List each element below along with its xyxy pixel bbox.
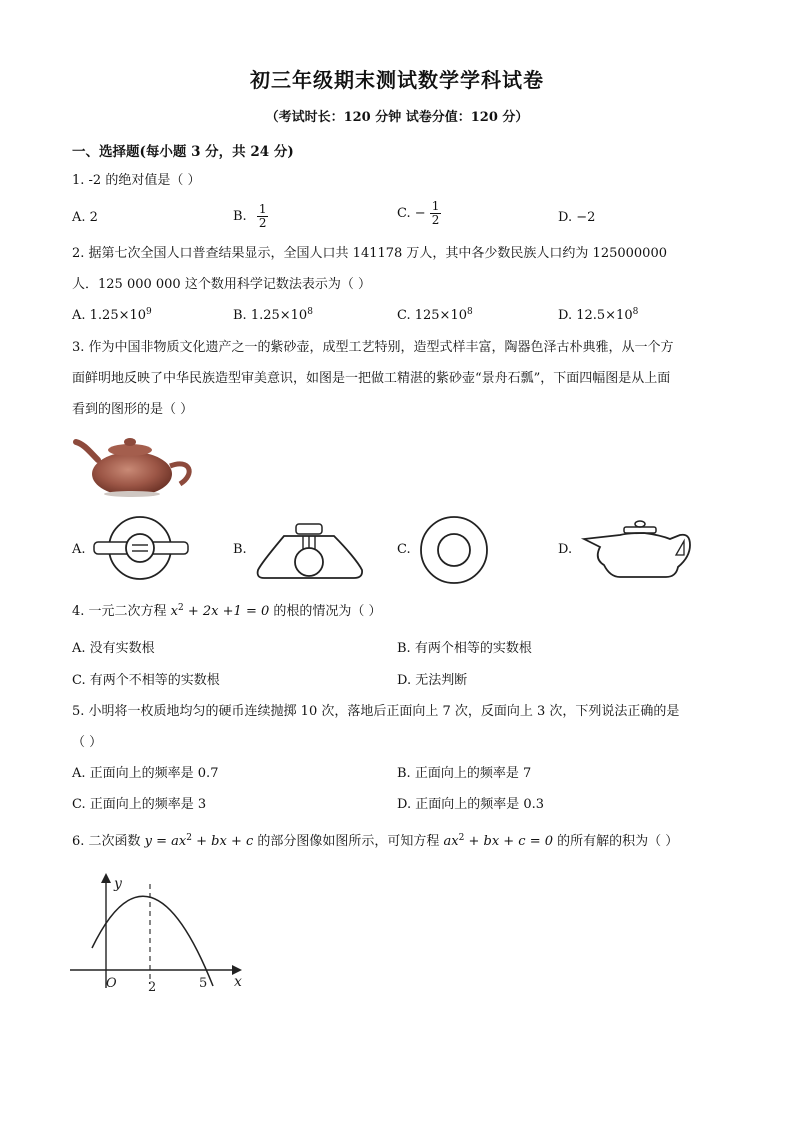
q2-d-base: D. 12.5×10	[558, 308, 633, 323]
q5-option-c: C. 正面向上的频率是 3	[72, 797, 207, 812]
q2-option-c	[397, 308, 473, 324]
q3-option-c: C.	[397, 542, 411, 557]
origin-label: O	[106, 976, 117, 991]
q6-function-rest: + bx + c	[192, 834, 254, 849]
q1-option-c-prefix: C. −	[397, 206, 426, 221]
q1-option-d: D. −2	[558, 210, 596, 225]
q6-function: y = ax	[144, 834, 187, 849]
q3-figure-b	[254, 518, 366, 580]
q4-stem-suffix: 的根的情况为（ ）	[269, 604, 382, 619]
q2-b-exponent: 8	[307, 307, 313, 317]
section-heading: 一、选择题(每小题 3 分，共 24 分)	[72, 144, 294, 160]
parabola-graph	[66, 870, 256, 1000]
q6-equation: ax	[443, 834, 459, 849]
q1-option-b	[233, 203, 268, 230]
q6-equation-rest: + bx + c = 0	[464, 834, 554, 849]
q1-b-denominator: 2	[258, 216, 267, 230]
q5-line-1: 5. 小明将一枚质地均匀的硬币连续抛掷 10 次，落地后正面向上 7 次，反面向上 3 次，下列说法正确的是	[72, 704, 680, 719]
q2-b-base: B. 1.25×10	[233, 308, 308, 323]
q1-stem: 1. -2 的绝对值是（ ）	[72, 173, 201, 188]
q5-option-b: B. 正面向上的频率是 7	[397, 766, 532, 781]
q3-line-2: 面鲜明地反映了中华民族造型审美意识，如图是一把做工精湛的紫砂壶“景舟石瓢”，下面四幅图是从上面	[72, 371, 671, 386]
q4-eq-exponent: 2	[178, 603, 184, 613]
q3-option-d: D.	[558, 542, 573, 557]
q6-prefix: 6. 二次函数	[72, 834, 145, 849]
q5-line-2: （ ）	[72, 735, 103, 750]
q3-figure-a	[92, 515, 192, 581]
q6-middle: 的部分图像如图所示，可知方程	[253, 834, 444, 849]
q4-option-d: D. 无法判断	[397, 673, 468, 688]
x-axis-label: x	[234, 974, 242, 990]
q2-a-exponent: 9	[146, 307, 152, 317]
q3-option-a: A.	[72, 542, 86, 557]
q6-stem	[72, 834, 678, 850]
q2-option-b	[233, 308, 313, 324]
q2-d-exponent: 8	[632, 307, 639, 317]
q2-option-d	[558, 308, 638, 324]
q3-line-1: 3. 作为中国非物质文化遗产之一的紫砂壶，成型工艺特别，造型式样丰富，陶器色泽古朴典雅，从一个方	[72, 340, 674, 355]
q4-option-b: B. 有两个相等的实数根	[397, 641, 532, 656]
q3-figure-d	[580, 517, 696, 581]
q5-option-d: D. 正面向上的频率是 0.3	[397, 797, 545, 812]
teapot-photo	[70, 430, 200, 500]
q3-line-3: 看到的图形的是（ ）	[72, 402, 194, 417]
q3-option-b: B.	[233, 542, 247, 557]
tick-label-2: 2	[148, 980, 157, 995]
q1-option-b-fraction	[257, 203, 269, 230]
q4-eq-rest: + 2x +1 = 0	[183, 604, 270, 619]
q6-function-exponent: 2	[186, 833, 192, 843]
q1-option-b-prefix: B.	[233, 209, 247, 224]
q6-suffix: 的所有解的积为（ ）	[553, 834, 679, 849]
q5-option-a: A. 正面向上的频率是 0.7	[72, 766, 219, 781]
q2-line-2: 人．125 000 000 这个数用科学记数法表示为（ ）	[72, 277, 371, 292]
q2-c-base: C. 125×10	[397, 308, 467, 323]
q2-c-exponent: 8	[467, 307, 473, 317]
q1-option-a: A. 2	[72, 210, 98, 225]
q4-eq-var: x	[170, 604, 179, 619]
q2-a-base: A. 1.25×10	[72, 308, 147, 323]
q1-option-c	[397, 200, 441, 227]
tick-label-5: 5	[199, 976, 208, 991]
q3-figure-c	[418, 515, 490, 585]
page-subtitle: （考试时长：120 分钟 试卷分值：120 分）	[265, 110, 529, 125]
q1-option-c-fraction	[430, 200, 442, 227]
q4-stem	[72, 604, 382, 620]
q1-c-numerator: 1	[431, 199, 440, 213]
q2-option-a	[72, 308, 152, 324]
q4-option-a: A. 没有实数根	[72, 641, 155, 656]
page-title: 初三年级期末测试数学学科试卷	[250, 68, 544, 92]
y-axis-arrow-icon	[101, 873, 111, 883]
y-axis-label: y	[114, 876, 122, 892]
parabola-curve	[92, 896, 213, 986]
q4-stem-prefix: 4. 一元二次方程	[72, 604, 171, 619]
q1-b-numerator: 1	[258, 202, 267, 216]
q6-equation-exponent: 2	[458, 833, 465, 843]
q2-line-1: 2. 据第七次全国人口普查结果显示，全国人口共 141178 万人，其中各少数民族人口约为 125000000	[72, 246, 667, 261]
q4-option-c: C. 有两个不相等的实数根	[72, 673, 220, 688]
q1-c-denominator: 2	[431, 213, 440, 227]
